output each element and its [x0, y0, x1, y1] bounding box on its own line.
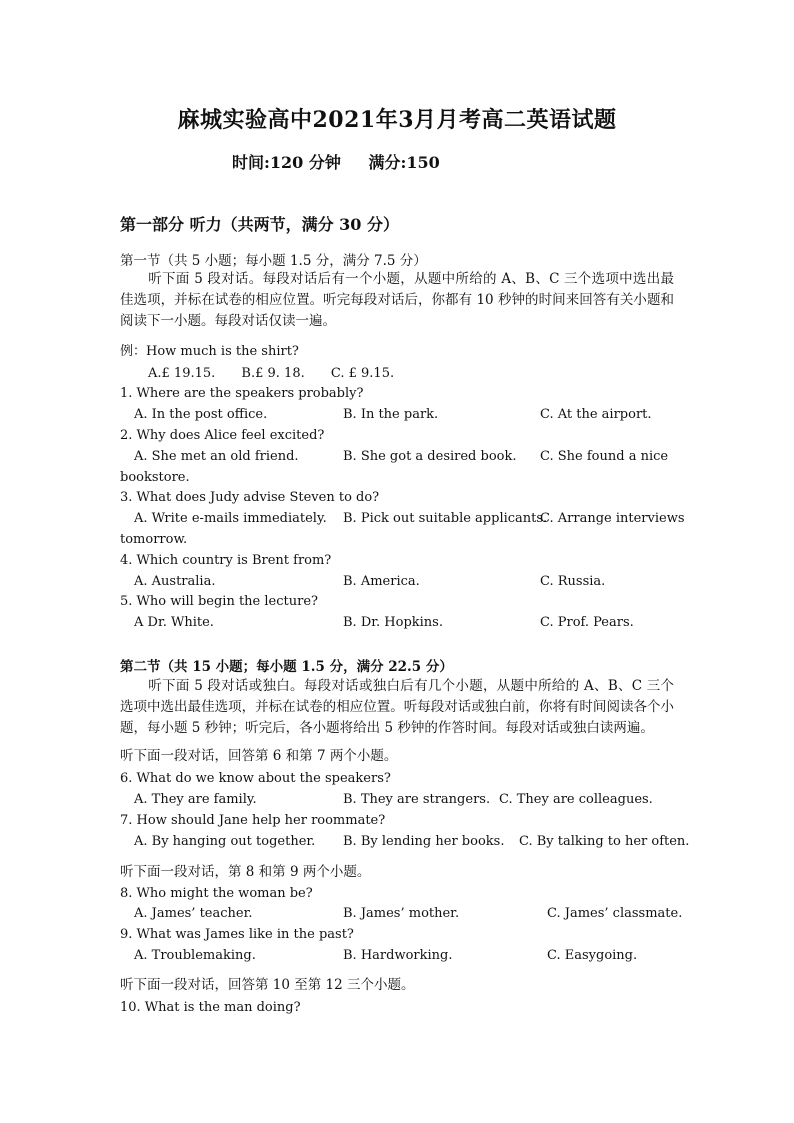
q3-option-a: A. Write e-mails immediately. [134, 511, 327, 526]
example-option-c: C. £ 9.15. [330, 366, 395, 381]
example-options [148, 366, 416, 381]
question-6: 6. What do we know about the speakers? [120, 771, 391, 786]
q6-option-c: C. They are colleagues. [499, 792, 653, 807]
q6-option-a: A. They are family. [134, 792, 257, 807]
question-9: 9. What was James like in the past? [120, 927, 354, 942]
question-7: 7. How should Jane help her roommate? [120, 813, 386, 828]
q2-option-a: A. She met an old friend. [134, 449, 299, 464]
part1-heading: 第一部分 听力（共两节，满分 30 分） [120, 215, 399, 234]
q7-option-a: A. By hanging out together. [134, 834, 316, 849]
q7-option-c: C. By talking to her often. [519, 834, 690, 849]
dialogue-instruction-2: 听下面一段对话，第 8 和第 9 两个小题。 [120, 864, 371, 880]
q9-option-c: C. Easygoing. [547, 948, 638, 963]
page-title: 麻城实验高中2021年3月月考高二英语试题 [177, 107, 617, 133]
q5-option-c: C. Prof. Pears. [540, 615, 634, 630]
section1-heading: 第一节（共 5 小题；每小题 1.5 分，满分 7.5 分） [120, 253, 427, 269]
q1-option-b: B. In the park. [343, 407, 439, 422]
q2-option-c-continued: bookstore. [120, 470, 190, 485]
q5-option-a: A Dr. White. [134, 615, 214, 630]
q6-option-b: B. They are strangers. [343, 792, 491, 807]
question-1: 1. Where are the speakers probably? [120, 386, 364, 401]
exam-score: 满分:150 [368, 153, 440, 172]
q2-option-c: C. She found a nice [540, 449, 669, 464]
q1-option-a: A. In the post office. [134, 407, 268, 422]
example-question: 例：How much is the shirt? [120, 344, 299, 359]
question-2: 2. Why does Alice feel excited? [120, 428, 325, 443]
q7-option-b: B. By lending her books. [343, 834, 505, 849]
example-option-b: B.£ 9. 18. [241, 366, 305, 381]
q2-option-b: B. She got a desired book. [343, 449, 517, 464]
q4-option-c: C. Russia. [540, 574, 606, 589]
section1-instructions: 听下面 5 段对话。每段对话后有一个小题，从题中所给的 A、B、C 三个选项中选出最佳选项，并标在试卷的相应位置。听完每段对话后，你都有 10 秒钟的时间来回答有关小题和阅读下一小题。每段对话仅读一遍。 [120, 271, 674, 329]
q1-option-c: C. At the airport. [540, 407, 652, 422]
dialogue-instruction-3: 听下面一段对话，回答第 10 至第 12 三个小题。 [120, 977, 415, 993]
exam-meta [232, 150, 462, 173]
q9-option-b: B. Hardworking. [343, 948, 453, 963]
question-4: 4. Which country is Brent from? [120, 553, 332, 568]
exam-time: 时间:120 分钟 [232, 153, 341, 172]
q3-option-c-continued: tomorrow. [120, 532, 188, 547]
question-3: 3. What does Judy advise Steven to do? [120, 490, 380, 505]
example-option-a: A.£ 19.15. [148, 366, 216, 381]
dialogue-instruction-1: 听下面一段对话，回答第 6 和第 7 两个小题。 [120, 748, 398, 764]
q8-option-a: A. James’ teacher. [134, 906, 253, 921]
q3-option-c: C. Arrange interviews [540, 511, 685, 526]
q9-option-a: A. Troublemaking. [134, 948, 256, 963]
question-8: 8. Who might the woman be? [120, 886, 313, 901]
question-10: 10. What is the man doing? [120, 1000, 301, 1015]
q3-option-b: B. Pick out suitable applicants. [343, 511, 548, 526]
question-5: 5. Who will begin the lecture? [120, 594, 318, 609]
section2-heading: 第二节（共 15 小题；每小题 1.5 分，满分 22.5 分） [120, 659, 453, 675]
q8-option-c: C. James’ classmate. [547, 906, 683, 921]
q5-option-b: B. Dr. Hopkins. [343, 615, 443, 630]
section2-instructions: 听下面 5 段对话或独白。每段对话或独白后有几个小题，从题中所给的 A、B、C 三个选项中选出最佳选项，并标在试卷的相应位置。听每段对话或独白前，你将有时间阅读各个小题，每小题 5 秒钟；听完后，各小题将给出 5 秒钟的作答时间。每段对话或独白读两遍。 [120, 678, 674, 736]
q4-option-b: B. America. [343, 574, 420, 589]
q4-option-a: A. Australia. [134, 574, 216, 589]
q8-option-b: B. James’ mother. [343, 906, 460, 921]
